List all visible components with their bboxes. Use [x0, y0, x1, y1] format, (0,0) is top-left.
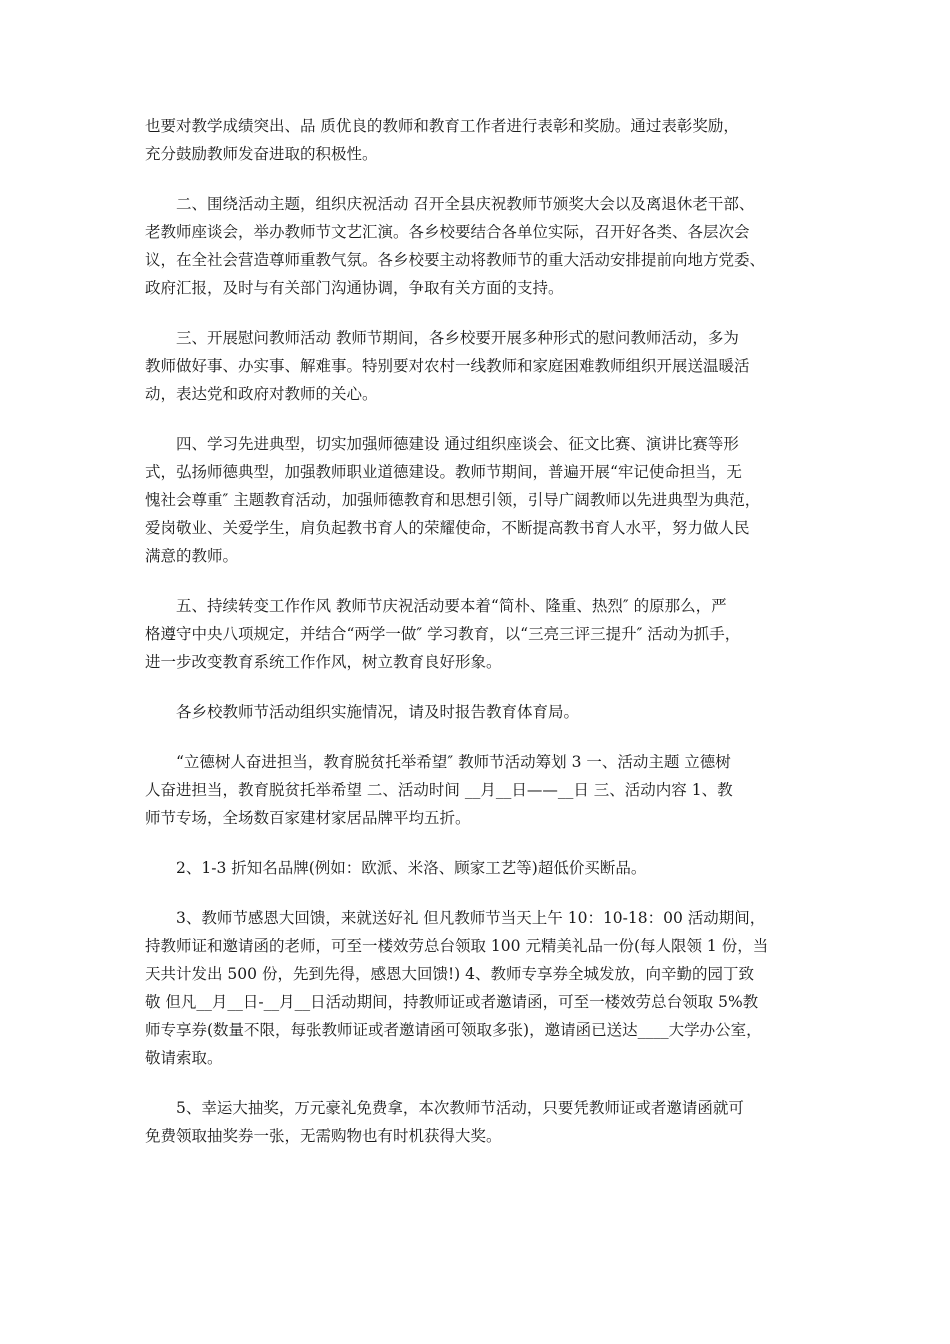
text-line: 师专享券(数量不限，每张教师证或者邀请函可领取多张)，邀请函已送达____大学办公室，	[145, 1021, 762, 1039]
text-line: 敬 但凡__月__日-__月__日活动期间，持教师证或者邀请函，可至一楼效劳总台领取 5%教	[145, 993, 759, 1011]
text-line: 充分鼓励教师发奋进取的积极性。	[145, 145, 378, 163]
text-line: 爱岗敬业、关爱学生，肩负起教书育人的荣耀使命，不断提高教书育人水平，努力做人民	[145, 519, 750, 537]
text-line: 师节专场，全场数百家建材家居品牌平均五折。	[145, 809, 471, 827]
text-line: 教师做好事、办实事、解难事。特别要对农村一线教师和家庭困难教师组织开展送温暖活	[145, 357, 750, 375]
text-line: 四、学习先进典型，切实加强师德建设 通过组织座谈会、征文比赛、演讲比赛等形	[176, 435, 739, 453]
text-line: 格遵守中央八项规定，并结合“两学一做″ 学习教育，以“三亮三评三提升″ 活动为抓手，	[145, 625, 741, 643]
text-line: 各乡校教师节活动组织实施情况，请及时报告教育体育局。	[176, 703, 580, 721]
text-line: 动，表达党和政府对教师的关心。	[145, 385, 378, 403]
paragraph-section-5	[145, 592, 815, 676]
text-line: 也要对教学成绩突出、品 质优良的教师和教育工作者进行表彰和奖励。通过表彰奖励，	[145, 117, 739, 135]
paragraph-item-5	[145, 1094, 815, 1150]
text-line: 进一步改变教育系统工作作风，树立教育良好形象。	[145, 653, 502, 671]
paragraph-section-4	[145, 430, 815, 570]
text-line: 人奋进担当，教育脱贫托举希望 二、活动时间 __月__日——__日 三、活动内容 1、教	[145, 781, 733, 799]
text-line: 五、持续转变工作作风 教师节庆祝活动要本着“简朴、隆重、热烈″ 的原那么，严	[176, 597, 727, 615]
text-line: 满意的教师。	[145, 547, 239, 565]
text-line: 5、幸运大抽奖，万元豪礼免费拿，本次教师节活动，只要凭教师证或者邀请函就可	[176, 1099, 744, 1117]
paragraph-report-notice	[145, 698, 815, 726]
text-line: 敬请索取。	[145, 1049, 223, 1067]
document-page	[145, 112, 815, 1172]
text-line: 2、1-3 折知名品牌(例如：欧派、米洛、顾家工艺等)超低价买断品。	[176, 859, 647, 877]
text-line: 天共计发出 500 份，先到先得，感恩大回馈!) 4、教师专享券全城发放，向辛勤的园丁致	[145, 965, 755, 983]
text-line: 3、教师节感恩大回馈，来就送好礼 但凡教师节当天上午 10：10-18：00 活动期间，	[176, 909, 766, 927]
paragraph-item-2	[145, 854, 815, 882]
text-line: 愧社会尊重″ 主题教育活动，加强师德教育和思想引领，引导广阔教师以先进典型为典范，	[145, 491, 761, 509]
text-line: 免费领取抽奖券一张，无需购物也有时机获得大奖。	[145, 1127, 502, 1145]
text-line: 三、开展慰问教师活动 教师节期间，各乡校要开展多种形式的慰问教师活动，多为	[176, 329, 739, 347]
text-line: 老教师座谈会，举办教师节文艺汇演。各乡校要结合各单位实际，召开好各类、各层次会	[145, 223, 750, 241]
paragraph-section-2	[145, 190, 815, 302]
paragraph-section-3	[145, 324, 815, 408]
paragraph-plan-3-intro	[145, 748, 815, 832]
text-line: 持教师证和邀请函的老师，可至一楼效劳总台领取 100 元精美礼品一份(每人限领 1 份，当	[145, 937, 769, 955]
text-line: 议，在全社会营造尊师重教气氛。各乡校要主动将教师节的重大活动安排提前向地方党委、	[145, 251, 766, 269]
text-line: 式，弘扬师德典型，加强教师职业道德建设。教师节期间，普遍开展“牢记使命担当，无	[145, 463, 742, 481]
paragraph-commendation-continued	[145, 112, 815, 168]
text-line: “立德树人奋进担当，教育脱贫托举希望″ 教师节活动筹划 3 一、活动主题 立德树	[176, 753, 731, 771]
text-line: 二、围绕活动主题，组织庆祝活动 召开全县庆祝教师节颁奖大会以及离退休老干部、	[176, 195, 755, 213]
text-line: 政府汇报，及时与有关部门沟通协调，争取有关方面的支持。	[145, 279, 564, 297]
paragraph-item-3-4	[145, 904, 815, 1072]
